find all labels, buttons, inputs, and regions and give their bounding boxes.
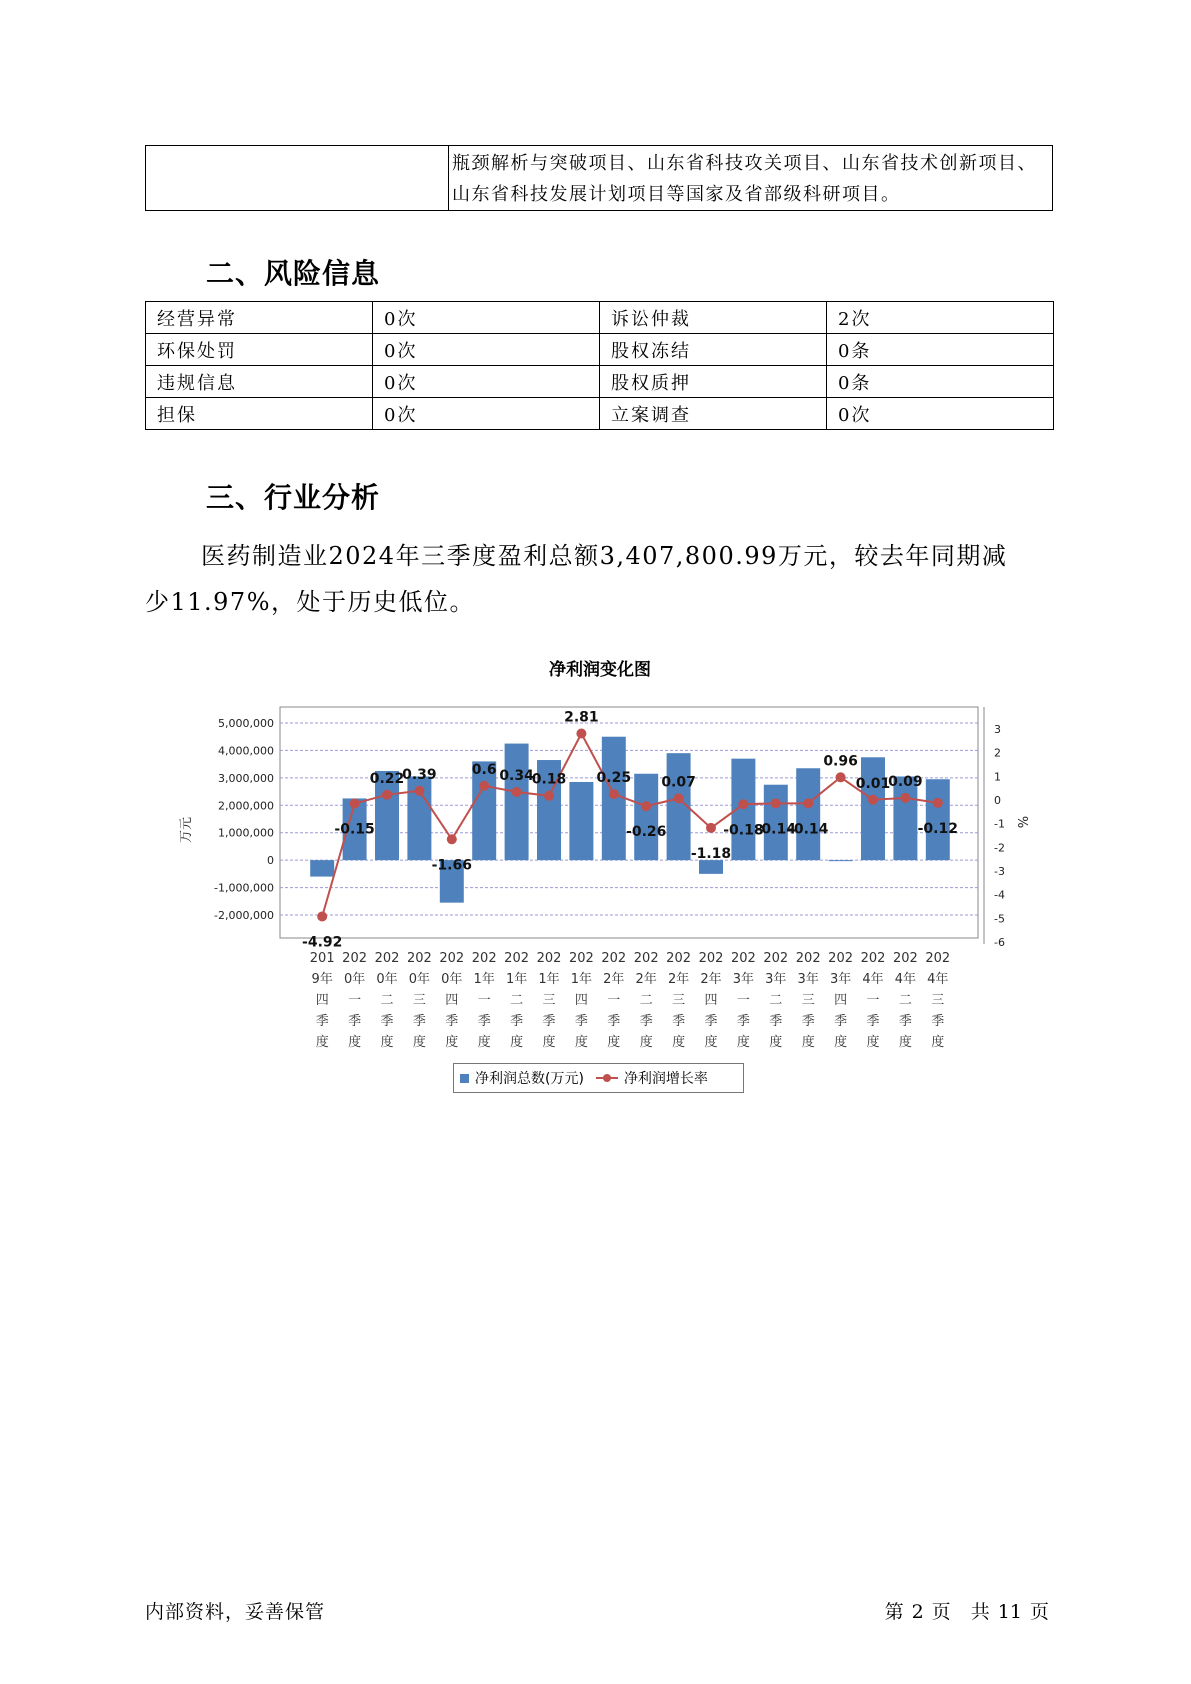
growth-point <box>317 911 327 921</box>
line-legend-label: 净利润增长率 <box>623 1071 708 1087</box>
total-prefix: 共 <box>970 1601 990 1623</box>
bar <box>926 779 950 860</box>
x-tick-label: 202 1年二季度 <box>504 951 530 1050</box>
data-label: 0.07 <box>661 774 696 791</box>
growth-point <box>609 789 619 799</box>
data-label: -1.66 <box>431 857 472 874</box>
growth-point <box>706 823 716 833</box>
risk-value: 0条 <box>827 366 1054 398</box>
total-unit: 页 <box>1029 1601 1049 1623</box>
bar <box>505 744 529 861</box>
projects-cell <box>449 146 1052 210</box>
y-tick-right: 1 <box>994 770 1001 784</box>
growth-point <box>771 798 781 808</box>
growth-point <box>674 793 684 803</box>
x-tick-label: 202 2年三季度 <box>666 951 692 1050</box>
bar-legend-label: 净利润总数(万元) <box>475 1071 584 1087</box>
x-tick-label: 202 1年三季度 <box>536 951 562 1050</box>
table-row <box>146 366 1054 398</box>
bar <box>569 782 593 860</box>
risk-label: 诉讼仲裁 <box>600 302 827 334</box>
data-label: 0.6 <box>471 761 497 778</box>
y-tick-left: 1,000,000 <box>218 826 274 840</box>
y-tick-right: 2 <box>994 746 1001 760</box>
growth-point <box>641 801 651 811</box>
data-label: 0.39 <box>402 766 437 783</box>
bar <box>699 860 723 874</box>
y-tick-left: -1,000,000 <box>214 881 274 895</box>
y-tick-left: 4,000,000 <box>218 744 274 758</box>
x-tick-label: 202 4年一季度 <box>860 951 886 1050</box>
risk-value: 0次 <box>373 398 600 430</box>
data-label: 0.25 <box>596 770 632 787</box>
page-prefix: 第 <box>884 1601 904 1623</box>
y-tick-right: -1 <box>994 817 1005 831</box>
chart-legend <box>453 1063 744 1093</box>
risk-label: 经营异常 <box>146 302 373 334</box>
chart-title: 净利润变化图 <box>549 660 651 680</box>
growth-point <box>512 787 522 797</box>
paragraph-line-2: 少11.97%，处于历史低位。 <box>145 588 476 616</box>
risk-label: 违规信息 <box>146 366 373 398</box>
projects-line-1: 瓶颈解析与突破项目、山东省科技攻关项目、山东省技术创新项目、 <box>452 153 1037 174</box>
x-tick-label: 202 0年四季度 <box>439 951 465 1050</box>
x-tick-label: 202 3年二季度 <box>763 951 789 1050</box>
y-tick-left: 5,000,000 <box>218 717 274 730</box>
industry-paragraph <box>145 533 1055 625</box>
data-label: 2.81 <box>564 709 599 726</box>
risk-value: 0次 <box>373 366 600 398</box>
section-title-industry: 三、行业分析 <box>206 481 381 514</box>
x-tick-label: 202 4年三季度 <box>925 951 951 1050</box>
x-tick-label: 202 3年一季度 <box>730 951 756 1050</box>
bar <box>796 768 820 860</box>
x-tick-label: 202 1年四季度 <box>568 951 594 1050</box>
growth-point <box>836 772 846 782</box>
y-tick-right: -6 <box>994 936 1005 949</box>
y-tick-left: 0 <box>267 854 274 868</box>
net-profit-chart <box>170 680 1030 1065</box>
data-label: -0.14 <box>755 821 796 838</box>
growth-point <box>447 834 457 844</box>
table-row <box>146 334 1054 366</box>
growth-point <box>544 791 554 801</box>
risk-label: 股权冻结 <box>600 334 827 366</box>
x-tick-label: 202 2年四季度 <box>698 951 724 1050</box>
paragraph-line-1 <box>145 533 1055 579</box>
empty-cell <box>146 146 449 210</box>
paragraph-text-1: 医药制造业2024年三季度盈利总额3,407,800.99万元，较去年同期减 <box>201 542 1008 570</box>
growth-point <box>900 793 910 803</box>
data-label: -4.92 <box>302 934 343 951</box>
bar <box>829 860 853 861</box>
data-label: 0.22 <box>369 770 405 787</box>
risk-value: 0次 <box>373 302 600 334</box>
growth-point <box>868 795 878 805</box>
y-tick-left: 2,000,000 <box>218 799 274 813</box>
page-num: 2 <box>911 1601 924 1623</box>
growth-point <box>350 799 360 809</box>
data-label: 0.01 <box>855 775 891 792</box>
x-tick-label: 201 9年四季度 <box>309 951 335 1050</box>
growth-point <box>933 798 943 808</box>
y-tick-right: -3 <box>994 865 1005 878</box>
x-tick-label: 202 1年一季度 <box>471 951 497 1050</box>
y-axis-label-left: 万元 <box>179 816 194 844</box>
x-tick-label: 202 2年二季度 <box>633 951 659 1050</box>
risk-label: 股权质押 <box>600 366 827 398</box>
section-title-risk: 二、风险信息 <box>206 257 381 290</box>
data-label: -0.26 <box>626 824 667 841</box>
data-label: -0.14 <box>788 821 829 838</box>
x-tick-label: 202 3年四季度 <box>828 951 854 1050</box>
y-tick-right: 3 <box>994 723 1001 736</box>
risk-table <box>145 301 1054 430</box>
growth-point <box>414 786 424 796</box>
x-tick-label: 202 0年三季度 <box>406 951 432 1050</box>
growth-point <box>738 799 748 809</box>
y-tick-left: 3,000,000 <box>218 771 274 785</box>
y-tick-right: -4 <box>994 888 1005 902</box>
y-tick-right: -2 <box>994 841 1005 855</box>
growth-point <box>576 728 586 738</box>
growth-point <box>382 790 392 800</box>
y-tick-right: -5 <box>994 912 1005 926</box>
x-tick-label: 202 2年一季度 <box>601 951 627 1050</box>
growth-point <box>803 798 813 808</box>
y-axis-label-right: % <box>1014 815 1029 829</box>
table-row <box>146 398 1054 430</box>
data-label: -1.18 <box>690 845 732 862</box>
y-tick-right: 0 <box>994 794 1001 807</box>
bar <box>310 860 334 876</box>
risk-value: 2次 <box>827 302 1054 334</box>
risk-value: 0次 <box>827 398 1054 430</box>
page-unit: 页 <box>931 1601 951 1623</box>
data-label: 0.96 <box>823 753 858 770</box>
data-label: -0.12 <box>917 820 958 837</box>
x-tick-label: 202 3年三季度 <box>795 951 821 1050</box>
risk-label: 担保 <box>146 398 373 430</box>
risk-value: 0次 <box>373 334 600 366</box>
risk-value: 0条 <box>827 334 1054 366</box>
table-row <box>146 302 1054 334</box>
footer-page-number <box>881 1597 1053 1624</box>
line-legend-swatch <box>596 1073 618 1083</box>
y-tick-left: -2,000,000 <box>214 909 274 922</box>
x-tick-label: 202 0年二季度 <box>374 951 400 1050</box>
x-tick-label: 202 4年二季度 <box>892 951 918 1050</box>
bar <box>861 757 885 860</box>
data-label: -0.15 <box>334 821 375 838</box>
continuation-table <box>145 145 1053 211</box>
total-num: 11 <box>997 1601 1022 1623</box>
data-label: 0.34 <box>499 767 534 784</box>
data-label: 0.18 <box>531 771 567 788</box>
risk-label: 立案调查 <box>600 398 827 430</box>
x-tick-label: 202 0年一季度 <box>342 951 368 1050</box>
footer-confidential: 内部资料，妥善保管 <box>145 1601 326 1623</box>
data-label: -0.18 <box>723 822 764 839</box>
bar-legend-swatch <box>460 1074 469 1083</box>
bar <box>634 774 658 860</box>
risk-label: 环保处罚 <box>146 334 373 366</box>
data-label: 0.09 <box>888 773 923 790</box>
growth-point <box>479 781 489 791</box>
projects-line-2: 山东省科技发展计划项目等国家及省部级科研项目。 <box>452 184 901 205</box>
